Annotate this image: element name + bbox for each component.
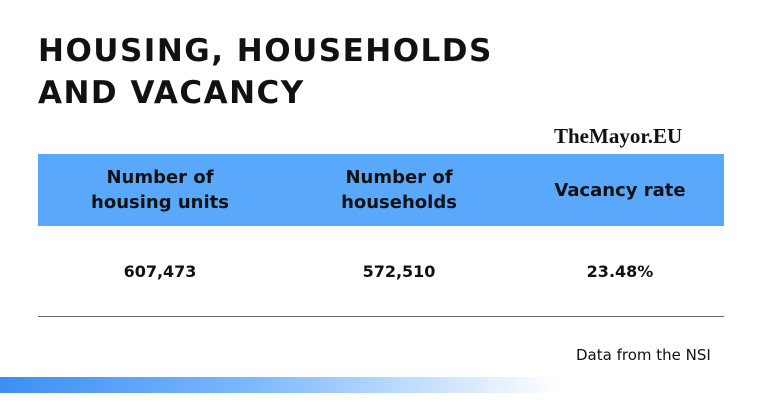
source-note: Data from the NSI xyxy=(576,346,711,364)
table-body xyxy=(38,226,724,317)
header-housing-units-line-2: housing units xyxy=(91,192,229,213)
cell-vacancy-rate: 23.48% xyxy=(586,261,654,281)
brand-logo: TheMayor.EU xyxy=(554,124,683,148)
header-households-line-2: households xyxy=(341,192,457,213)
header-vacancy-rate-label: Vacancy rate xyxy=(554,179,686,201)
header-housing-units xyxy=(38,154,282,226)
header-households-line-1: Number of xyxy=(345,167,453,188)
header-households xyxy=(282,154,516,226)
table-row xyxy=(38,226,724,317)
cell-housing-units: 607,473 xyxy=(123,261,197,281)
header-vacancy-rate xyxy=(516,154,724,226)
header-housing-units-line-1: Number of xyxy=(106,167,214,188)
table-header-row xyxy=(38,154,724,226)
page-title xyxy=(38,30,493,114)
page-title-line-2: AND VACANCY xyxy=(38,75,305,111)
page-title-line-1: HOUSING, HOUSEHOLDS xyxy=(38,33,493,69)
data-table xyxy=(38,154,724,317)
cell-households: 572,510 xyxy=(362,261,436,281)
decorative-gradient-bar xyxy=(0,377,560,393)
